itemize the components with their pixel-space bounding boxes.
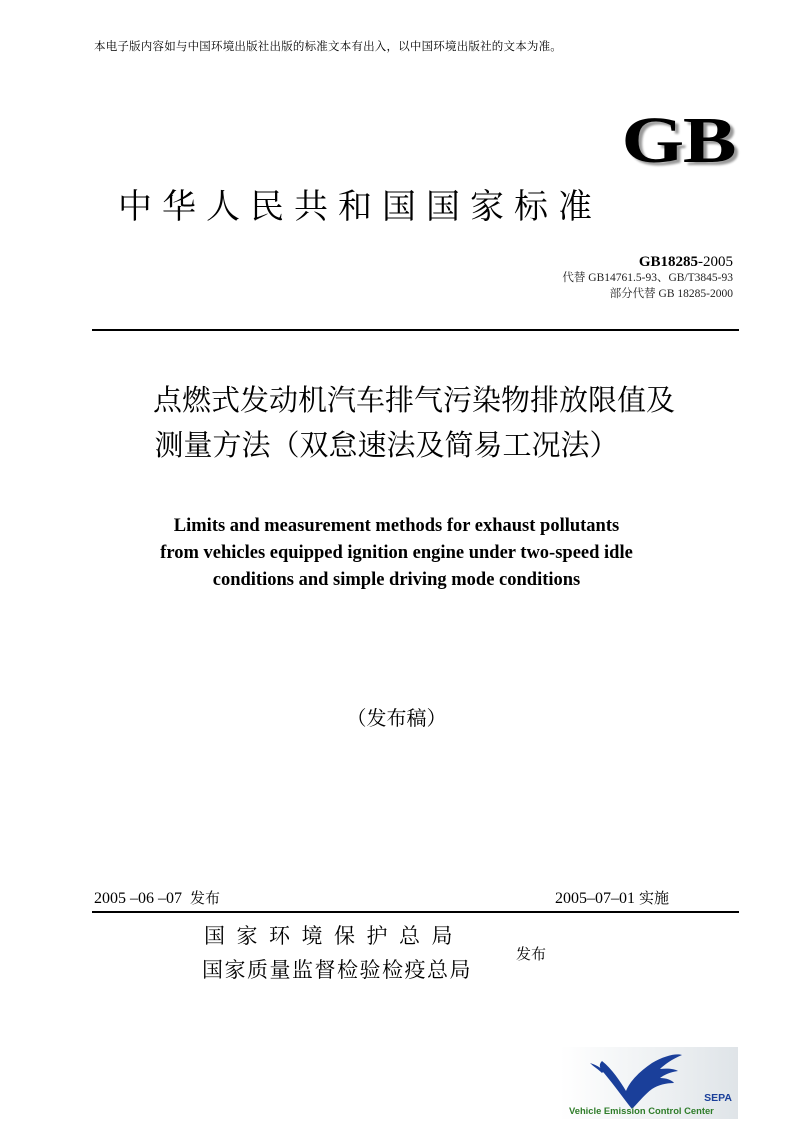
issue-date-label: 发布 [190, 889, 221, 907]
implementation-date-value: 2005–07–01 [555, 890, 635, 907]
english-title-line-1: Limits and measurement methods for exhaust pollutants [173, 515, 620, 537]
english-title [0, 513, 793, 594]
chinese-title-line-1: 点燃式发动机汽车排气污染物排放限值及 [152, 383, 675, 417]
logo-org-short: SEPA [704, 1092, 732, 1104]
issued-by-label: 发布 [516, 945, 547, 963]
standard-year: -2005 [698, 254, 733, 270]
issue-date [94, 887, 220, 908]
chinese-title-line-2: 测量方法（双怠速法及简易工况法） [154, 428, 619, 462]
vecc-logo [560, 1047, 738, 1119]
partially-replaces-text: 部分代替 GB 18285-2000 [609, 288, 733, 300]
disclaimer-notice: 本电子版内容如与中国环境出版社出版的标准文本有出入，以中国环境出版社的文本为准。 [94, 39, 562, 53]
logo-org-name: Vehicle Emission Control Center [569, 1105, 714, 1116]
standard-code: GB18285 [638, 254, 698, 270]
national-standard-heading: 中华人民共和国国家标准 [118, 187, 602, 227]
replaces-text: 代替 GB14761.5-93、GB/T3845-93 [562, 272, 733, 284]
standard-number-block [562, 254, 733, 302]
issue-date-value: 2005 –06 –07 [94, 890, 182, 907]
top-divider [92, 329, 739, 331]
issuer-aqsiq: 国家质量监督检验检疫总局 [202, 958, 472, 982]
gb-mark: GB [621, 104, 735, 177]
draft-label: （发布稿） [346, 706, 447, 730]
english-title-line-3: conditions and simple driving mode conditions [212, 569, 581, 591]
bottom-divider [92, 911, 739, 913]
chinese-title [0, 378, 793, 468]
english-title-line-2: from vehicles equipped ignition engine under two-speed idle [160, 542, 633, 564]
implementation-date-label: 实施 [639, 889, 670, 907]
standard-number [562, 254, 733, 270]
implementation-date [555, 887, 669, 908]
issuer-sepa: 国家环境保护总局 [204, 924, 464, 948]
